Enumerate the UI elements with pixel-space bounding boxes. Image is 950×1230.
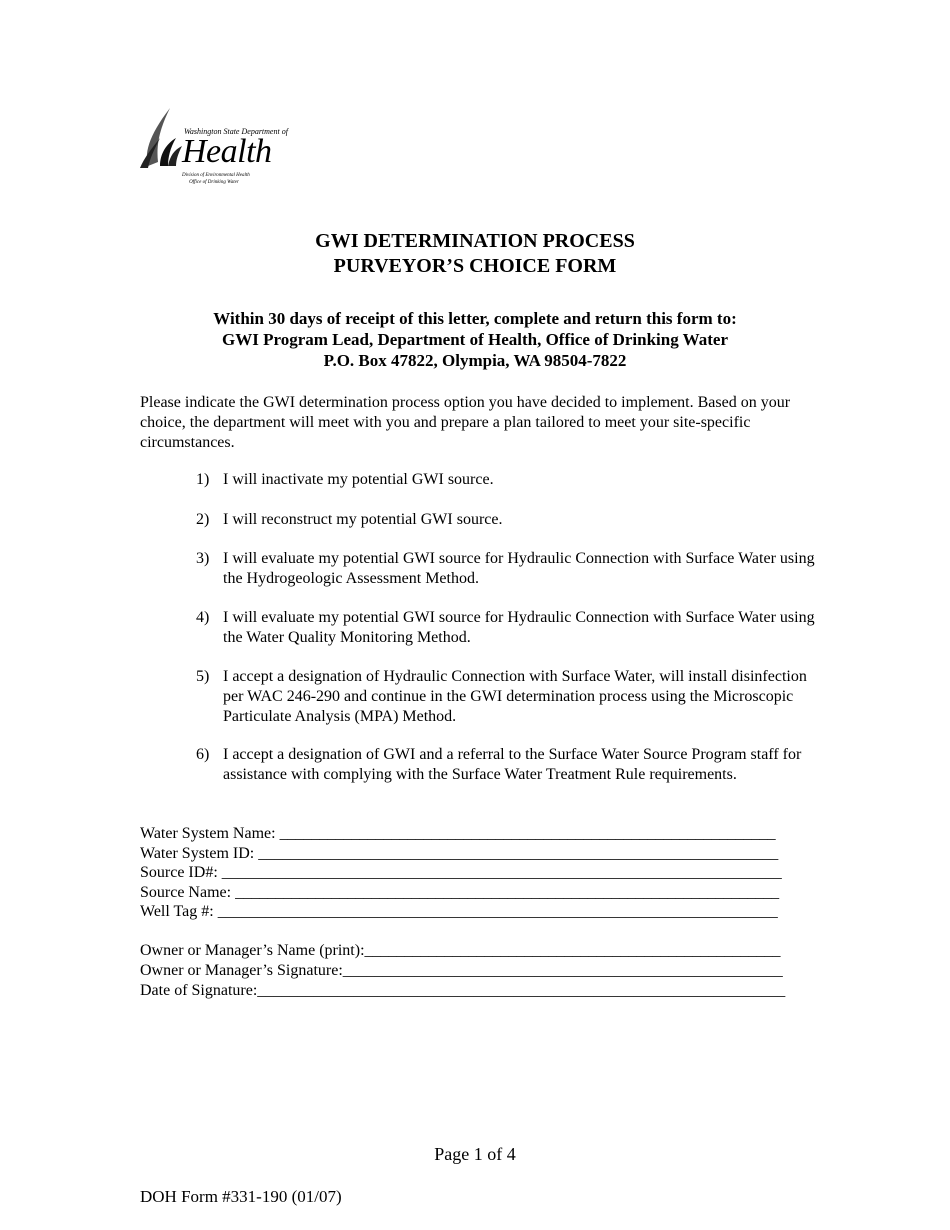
owner-name-field[interactable] [140,941,781,961]
source-id-field[interactable] [140,863,782,883]
return-instructions: Within 30 days of receipt of this letter, complete and return this form to: [213,309,737,328]
return-recipient: GWI Program Lead, Department of Health, Office of Drinking Water [222,330,728,349]
field-blank-line[interactable]: _______________________________________________________ [342,962,783,979]
water-system-name-field[interactable] [140,824,776,844]
signature-date-field[interactable] [140,981,785,1001]
page-number: Page 1 of 4 [434,1144,516,1164]
form-title-line2: PURVEYOR’S CHOICE FORM [333,255,617,277]
field-label: Well Tag #: [140,903,214,920]
option-number: 6) [196,746,210,763]
health-logo-emblem [138,108,184,172]
field-blank-line[interactable]: ______________________________________________________________________ [217,864,782,881]
field-label: Water System Name: [140,825,276,842]
field-label: Source ID#: [140,864,218,881]
owner-signature-field[interactable] [140,961,783,981]
return-address: P.O. Box 47822, Olympia, WA 98504-7822 [323,351,627,370]
option-number: 3) [196,550,210,567]
well-tag-field[interactable] [140,902,778,922]
field-blank-line[interactable]: ____________________________________________________ [364,942,781,959]
field-blank-line[interactable]: _________________________________________________________________ [254,845,779,862]
option-text: I will reconstruct my potential GWI source. [223,511,503,528]
field-label: Owner or Manager’s Name (print): [140,942,365,959]
field-label: Water System ID: [140,845,255,862]
field-label: Date of Signature: [140,982,258,999]
option-text: I will evaluate my potential GWI source for Hydraulic Connection with Surface Water using the Water Quality Monitoring Method. [223,609,815,646]
form-number: DOH Form #331-190 (01/07) [140,1187,342,1206]
doh-health-logo [138,108,288,190]
logo-department-text: Washington State Department of [184,127,288,136]
field-blank-line[interactable]: ______________________________________________________________ [275,825,776,842]
field-blank-line[interactable]: ____________________________________________________________________ [231,884,780,901]
field-label: Owner or Manager’s Signature: [140,962,343,979]
form-title-line1: GWI DETERMINATION PROCESS [315,230,635,252]
field-label: Source Name: [140,884,232,901]
option-number: 1) [196,471,210,488]
option-text: I accept a designation of GWI and a referral to the Surface Water Source Program staff for assistance with complying with the Surface Water Treatment Rule requirements. [223,746,802,783]
option-number: 4) [196,609,210,626]
option-number: 2) [196,511,210,528]
option-number: 5) [196,668,210,685]
logo-sub-line2: Office of Drinking Water [189,180,239,185]
option-text: I will inactivate my potential GWI source. [223,471,494,488]
field-blank-line[interactable]: __________________________________________________________________ [257,982,786,999]
source-name-field[interactable] [140,883,779,903]
field-blank-line[interactable]: ______________________________________________________________________ [213,903,778,920]
logo-division-text [182,172,250,186]
option-text: I will evaluate my potential GWI source for Hydraulic Connection with Surface Water using the Hydrogeologic Assessment Method. [223,550,815,587]
logo-health-wordmark: Health [182,133,272,170]
option-text: I accept a designation of Hydraulic Connection with Surface Water, will install disinfection per WAC 246-290 and continue in the GWI determination process using the Microscopic Particulate Analysis (MPA) Method. [223,668,807,725]
logo-sub-line1: Division of Environmental Health [182,173,250,178]
water-system-id-field[interactable] [140,844,778,864]
intro-paragraph: Please indicate the GWI determination process option you have decided to implement. Based on your choice, the department will meet with you and prepare a plan tailored to meet your site-specific circumstances. [140,394,791,451]
